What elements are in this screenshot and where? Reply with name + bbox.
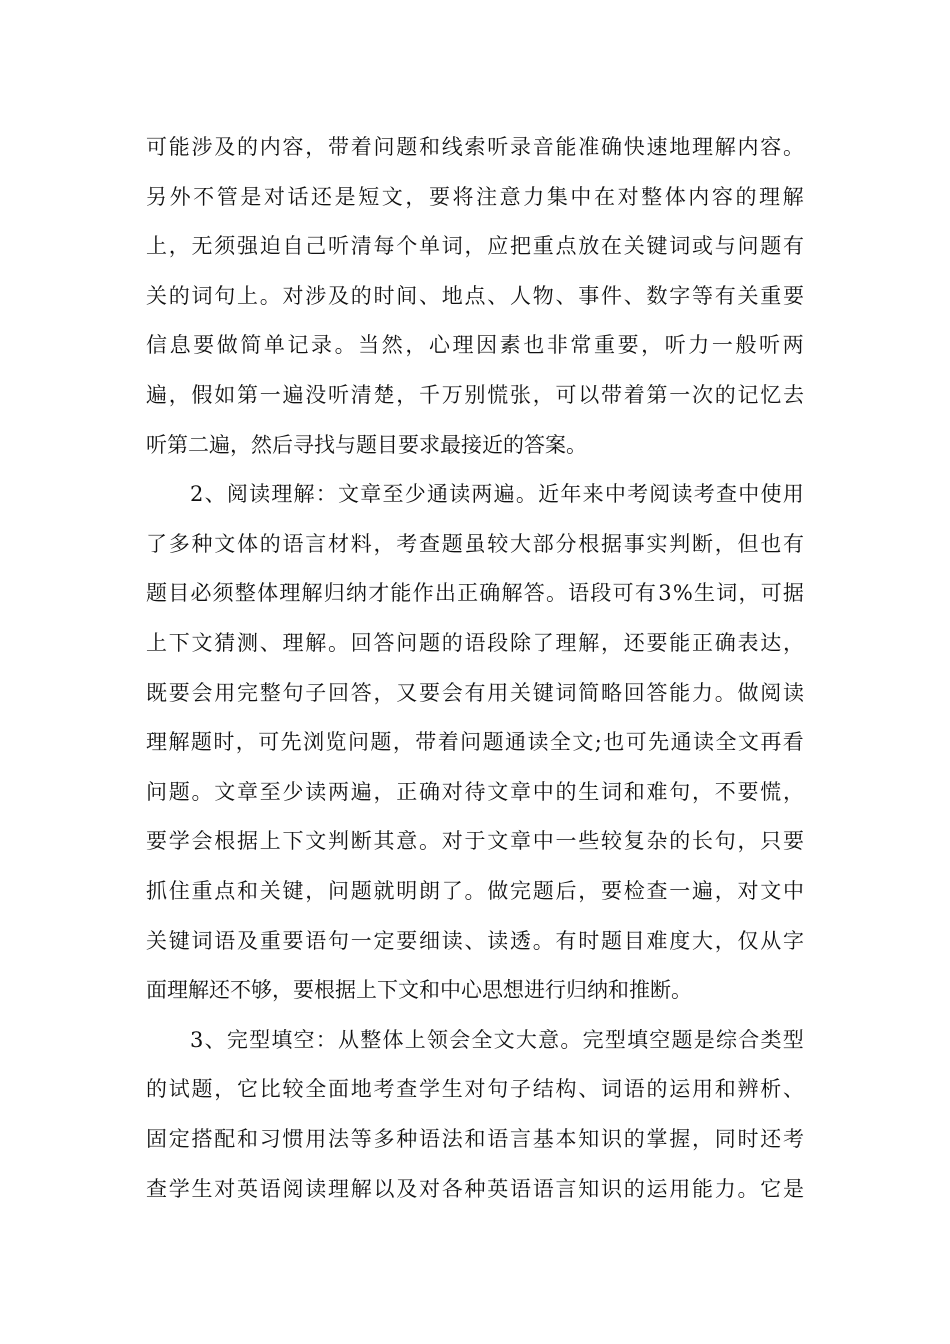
text-line: 查 学 生 对 英 语 阅 读 理 解 以 及 对 各 种 英 语 语 言 知 识 的 运 用 能 力 。 它 是 [146, 1176, 804, 1201]
text-line: 上 ， 无 须 强 迫 自 己 听 清 每 个 单 词 ， 应 把 重 点 放 在 关 键 词 或 与 问 题 有 [146, 234, 804, 259]
text-line: 要 学 会 根 据 上 下 文 判 断 其 意 。 对 于 文 章 中 一 些 较 复 杂 的 长 句 ， 只 要 [146, 829, 804, 854]
text-line: 的 试 题 ， 它 比 较 全 面 地 考 查 学 生 对 句 子 结 构 、 词 语 的 运 用 和 辨 析 、 [146, 1077, 804, 1102]
text-line: 抓 住 重 点 和 关 键 ， 问 题 就 明 朗 了 。 做 完 题 后 ， 要 检 查 一 遍 ， 对 文 中 [146, 879, 804, 903]
text-line: 2 、 阅 读 理 解 ： 文 章 至 少 通 读 两 遍 。 近 年 来 中 考 阅 读 考 查 中 使 用 [190, 482, 804, 507]
text-line: 遍 ， 假 如 第 一 遍 没 听 清 楚 ， 千 万 别 慌 张 ， 可 以 带 着 第 一 次 的 记 忆 去 [146, 383, 804, 407]
text-line: 固 定 搭 配 和 习 惯 用 法 等 多 种 语 法 和 语 言 基 本 知 识 的 掌 握 ， 同 时 还 考 [146, 1127, 804, 1151]
text-line: 了 多 种 文 体 的 语 言 材 料 ， 考 查 题 虽 较 大 部 分 根 据 事 实 判 断 ， 但 也 有 [146, 531, 804, 556]
text-line: 信 息 要 做 简 单 记 录 。 当 然 ， 心 理 因 素 也 非 常 重 要 ， 听 力 一 般 听 两 [146, 333, 804, 358]
text-line: 既 要 会 用 完 整 句 子 回 答 ， 又 要 会 有 用 关 键 词 简 略 回 答 能 力 。 做 阅 读 [146, 680, 804, 705]
text-line: 关 键 词 语 及 重 要 语 句 一 定 要 细 读 、 读 透 。 有 时 题 目 难 度 大 ， 仅 从 字 [146, 928, 804, 953]
text-line: 另 外 不 管 是 对 话 还 是 短 文 ， 要 将 注 意 力 集 中 在 对 整 体 内 容 的 理 解 [146, 184, 804, 209]
text-line: 可 能 涉 及 的 内 容 ， 带 着 问 题 和 线 索 听 录 音 能 准 确 快 速 地 理 解 内 容 。 [146, 135, 804, 159]
text-line: 问 题 。 文 章 至 少 读 两 遍 ， 正 确 对 待 文 章 中 的 生 词 和 难 句 ， 不 要 慌 ， [146, 779, 804, 804]
text-line: 面理解还不够，要根据上下文和中心思想进行归纳和推断。 [146, 978, 692, 1003]
text-line: 3 、 完 型 填 空 ： 从 整 体 上 领 会 全 文 大 意 。 完 型 填 空 题 是 综 合 类 型 [190, 1027, 804, 1052]
text-line: 上 下 文 猜 测 、 理 解 。 回 答 问 题 的 语 段 除 了 理 解 ， 还 要 能 正 确 表 达 ， [146, 631, 804, 655]
text-line: 关 的 词 句 上 。 对 涉 及 的 时 间 、 地 点 、 人 物 、 事 件 、 数 字 等 有 关 重 要 [146, 283, 804, 308]
text-line: 理 解 题 时 ， 可 先 浏 览 问 题 ， 带 着 问 题 通 读 全 文 ; 也 可 先 通 读 全 文 再 看 [146, 730, 804, 755]
text-line: 题 目 必 须 整 体 理 解 归 纳 才 能 作 出 正 确 解 答 。 语 段 可 有 3 % 生 词 ， 可 据 [146, 581, 804, 606]
text-line: 听第二遍，然后寻找与题目要求最接近的答案。 [146, 432, 587, 457]
